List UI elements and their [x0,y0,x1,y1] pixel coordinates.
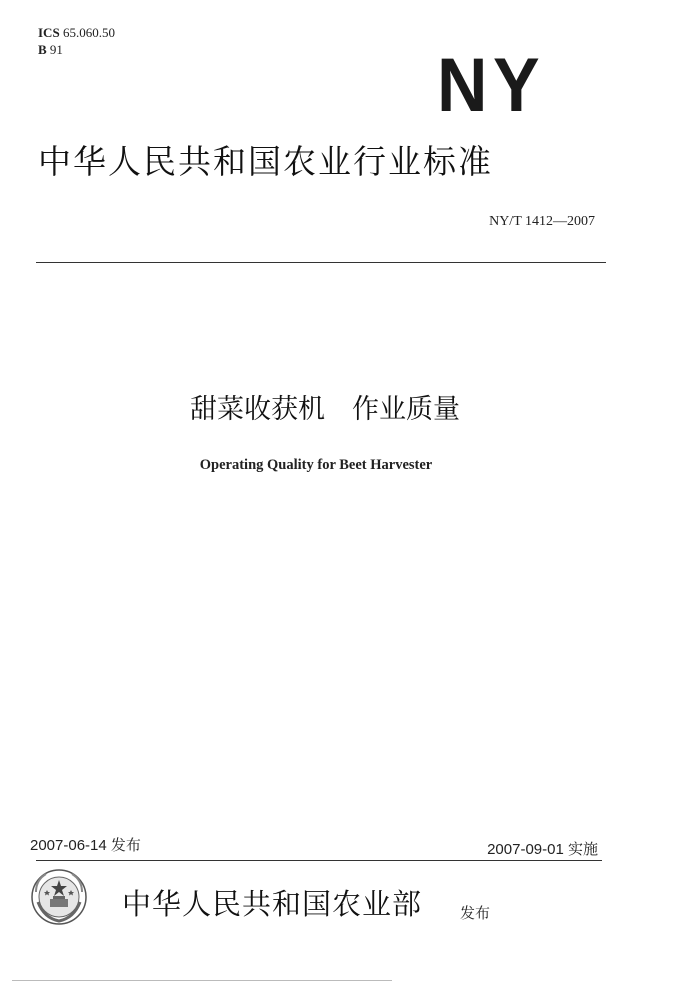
ics-code [38,24,115,41]
classification-codes [38,24,115,58]
issuing-authority: 中华人民共和国农业部 [122,887,423,921]
page-bottom-line [12,980,392,981]
ics-value: 65.060.50 [62,25,115,40]
standard-number: NY/T 1412—2007 [489,214,595,229]
document-title-chinese: 甜菜收获机 作业质量 [190,394,460,425]
footer-divider [36,860,602,861]
ccs-code [38,41,115,58]
national-emblem-icon [30,868,88,926]
document-title-english: Operating Quality for Beet Harvester [199,457,433,473]
ics-prefix: ICS [38,25,60,40]
issuing-authority-suffix: 发布 [460,904,491,922]
industry-standard-title: 中华人民共和国农业行业标准 [38,142,493,181]
ccs-prefix: B [38,42,47,57]
issue-date: 2007-06-14 发布 [30,837,141,854]
implementation-date: 2007-09-01 实施 [487,841,598,858]
header-divider [36,262,606,263]
ny-logo: NY [437,43,546,128]
ccs-value: 91 [49,42,63,57]
